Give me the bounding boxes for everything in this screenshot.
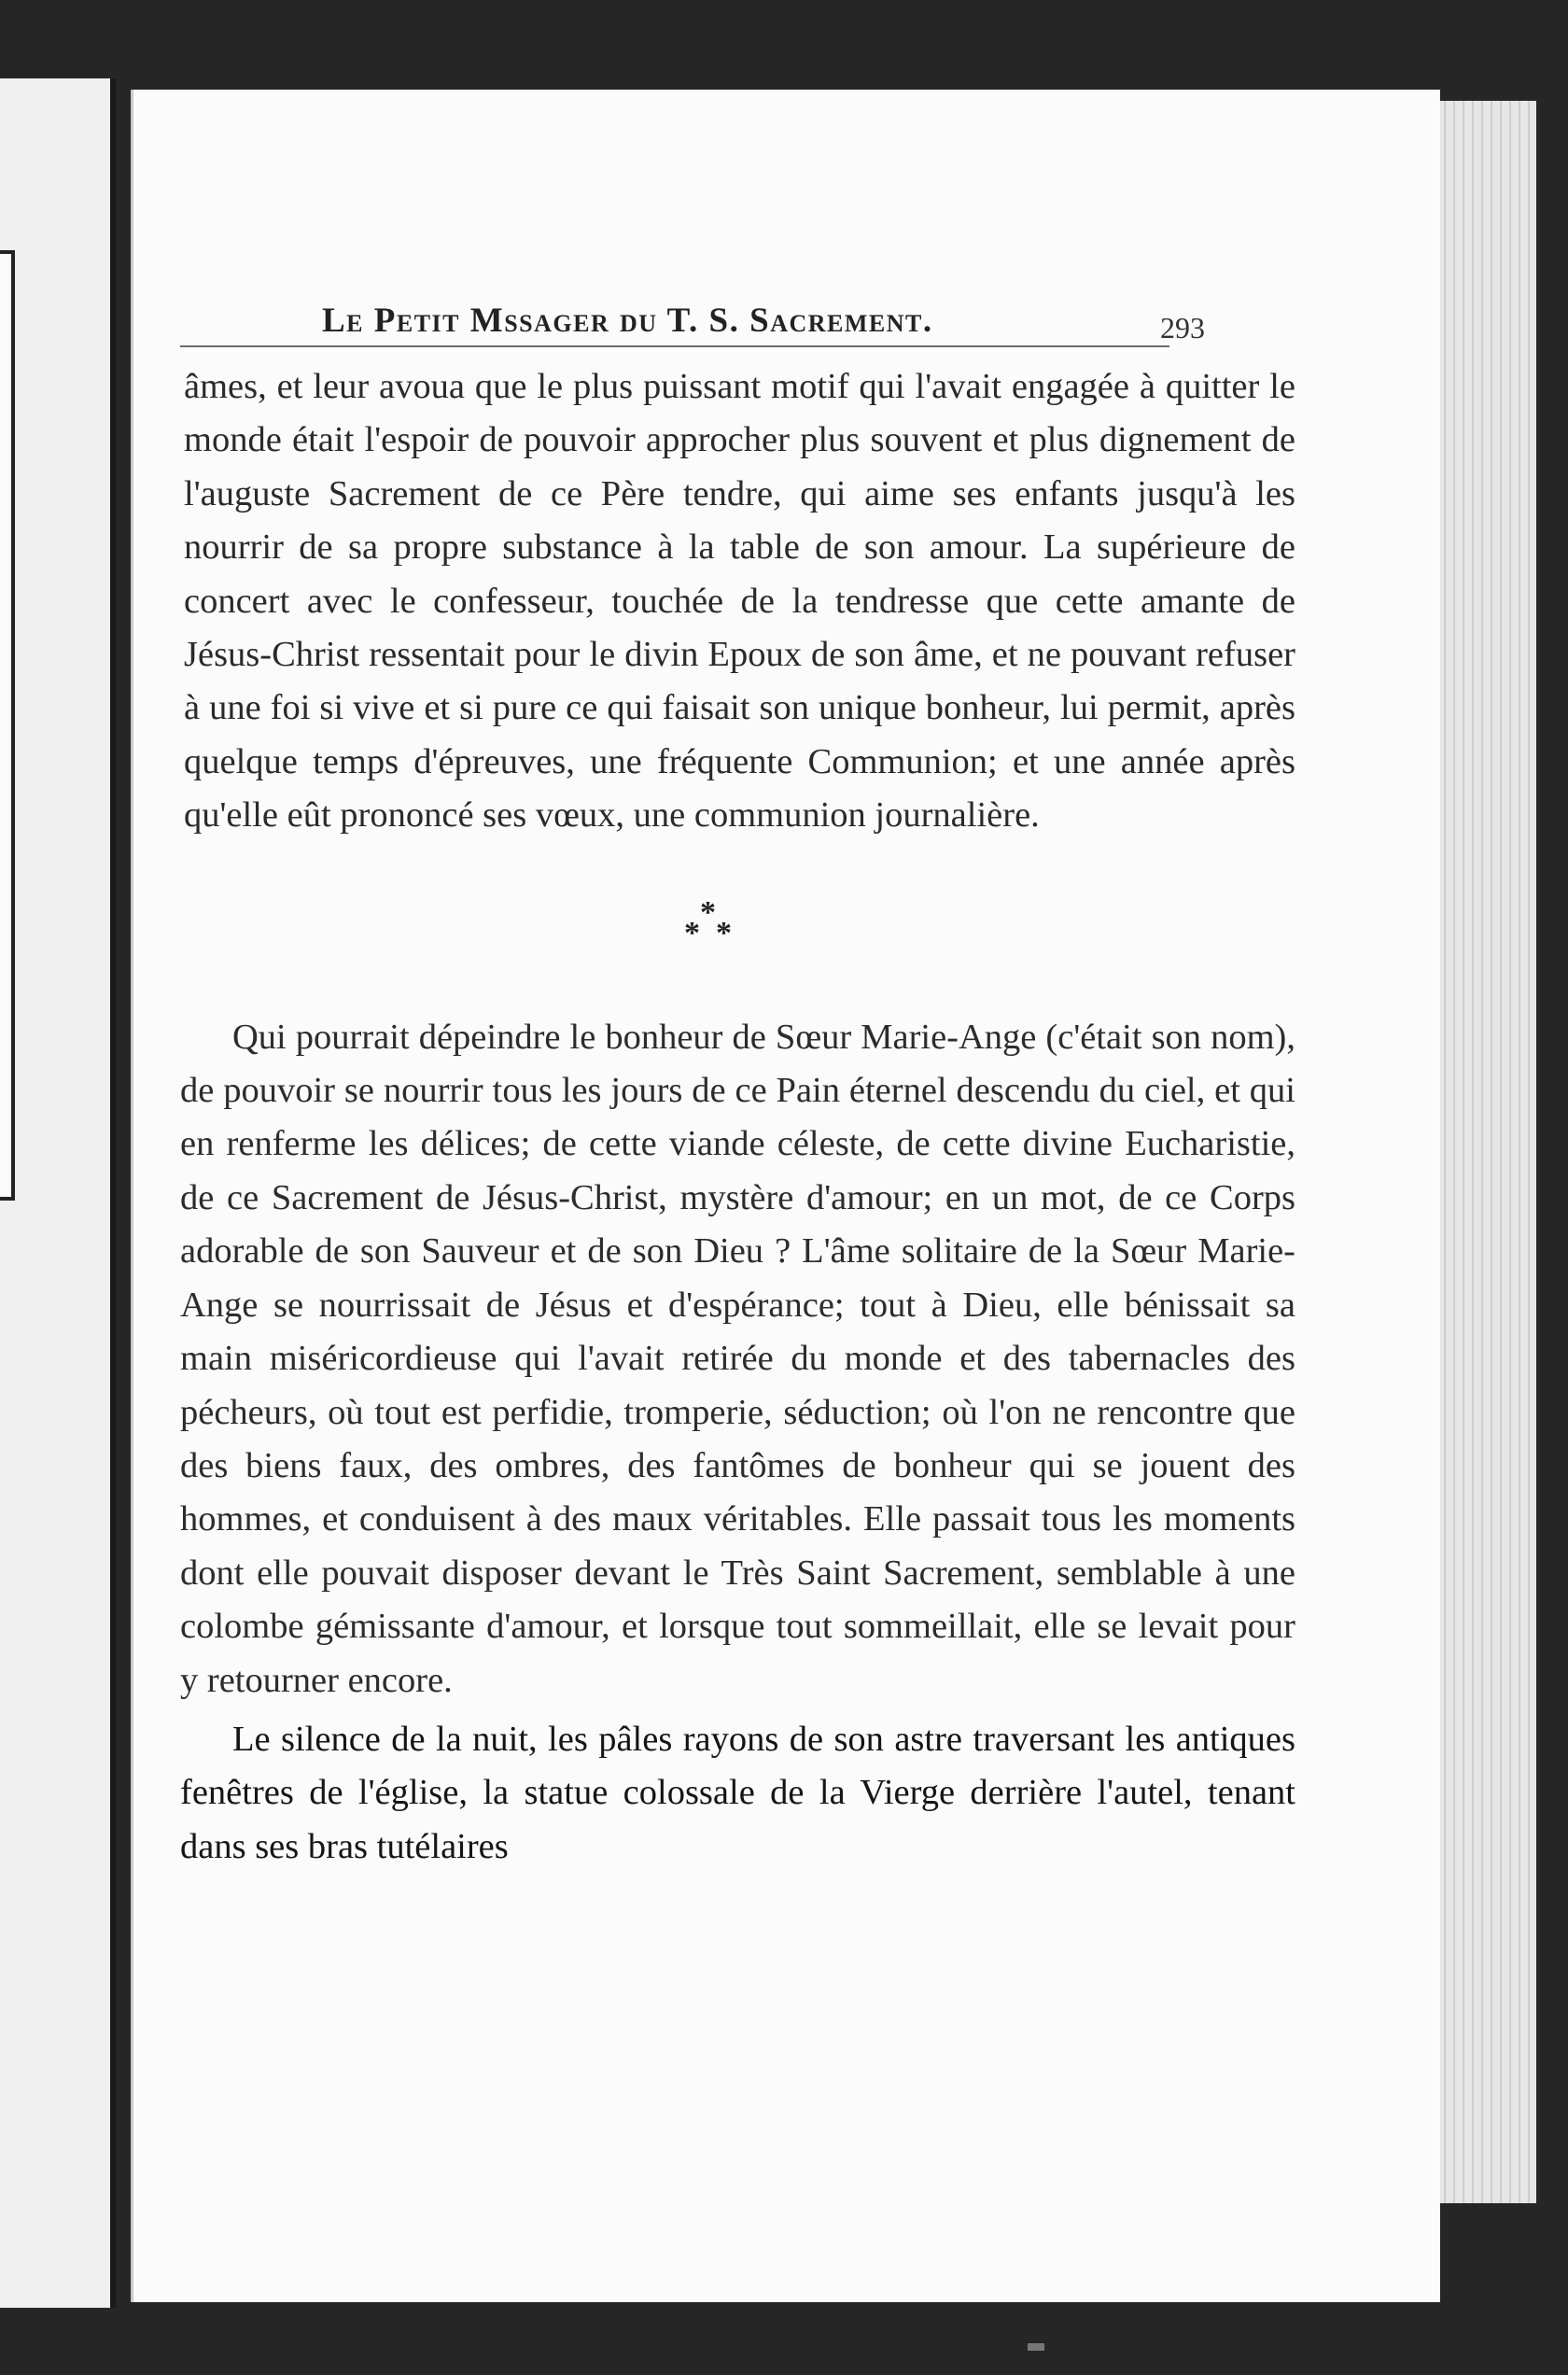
page-content [180,301,1295,1874]
asterism-star-left: * [684,915,700,950]
page-number: 293 [1160,311,1205,344]
paragraph-1: âmes, et leur avoua que le plus puissant motif qui l'avait engagée à quitter le monde était l'espoir de pouvoir approcher plus souvent et plus dignement de l'auguste Sacrement de ce Père tendre, qui aime ses enfants jusqu'à les nourrir de sa propre substance à la table de son amour. La supérieure de concert avec le confesseur, touchée de la tendresse que cette amante de Jésus-Christ ressentait pour le divin Epoux de son âme, et ne pouvant refuser à une foi si vive et si pure ce qui faisait son unique bonheur, lui permit, après quelque temps d'épreuves, une fréquente Communion; et une année après qu'elle eût prononcé ses vœux, une communion journalière. [184,367,1295,836]
running-title: Le Petit Mssager du T. S. Sacrement. [322,302,933,340]
scan-mark [1028,2343,1044,2351]
asterism-star-top: * [700,894,716,930]
adjacent-page-frame [0,250,15,1201]
paragraph-3: Le silence de la nuit, les pâles rayons de son astre traversant les antiques fenêtres de l'église, la statue colossale de la Vierge derrière l'autel, tenant dans ses bras tutélaires [180,1719,1295,1866]
paragraph-2: Qui pourrait dépeindre le bonheur de Sœur Marie-Ange (c'était son nom), de pouvoir se nourrir tous les jours de ce Pain éternel descendu du ciel, et qui en renferme les délices; de cette viande céleste, de cette divine Eucharistie, de ce Sacrement de Jésus-Christ, mystère d'amour; en un mot, de ce Corps adorable de son Sauveur et de son Dieu ? L'âme solitaire de la Sœur Marie-Ange se nourrissait de Jésus et d'espérance; tout à Dieu, elle bénissait sa main miséricordieuse qui l'avait retirée du monde et des tabernacles des pécheurs, où tout est perfidie, tromperie, séduction; où l'on ne rencontre que des biens faux, des ombres, des fantômes de bonheur qui se jouent des hommes, et conduisent à des maux véritables. Elle passait tous les moments dont elle pouvait disposer devant le Très Saint Sacrement, semblable à une colombe gémissante d'amour, et lorsque tout sommeillait, elle se levait pour y retourner encore. [180,1017,1295,1700]
asterism [180,843,1295,1011]
adjacent-page [0,78,116,2308]
asterism-star-right: * [716,915,732,950]
running-head [180,301,1205,347]
book-page [131,90,1440,2302]
